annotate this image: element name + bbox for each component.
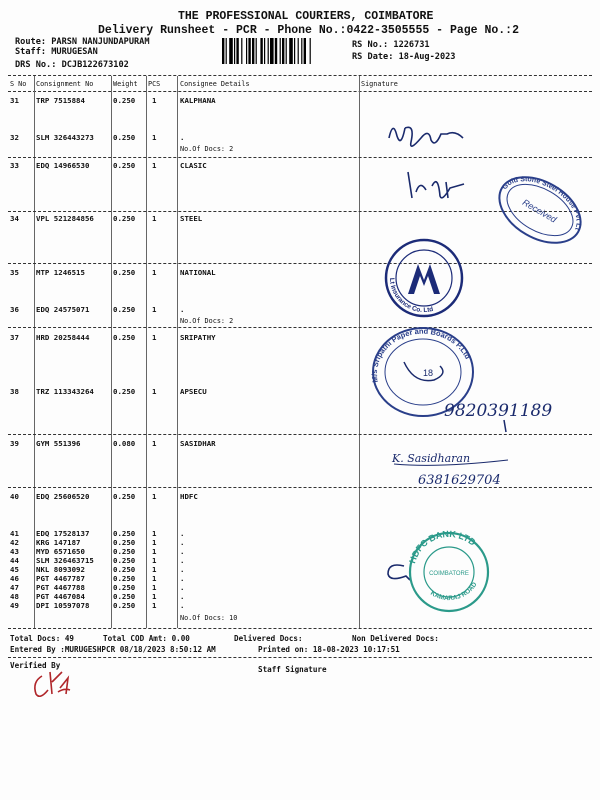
sasidhar-name: K. Sasidharan xyxy=(392,452,471,465)
verified-by-label: Verified By xyxy=(10,661,61,670)
row-weight: 0.250 xyxy=(113,565,136,574)
row-consignee: APSECU xyxy=(180,387,207,396)
row-consignment-no: EDQ 24575071 xyxy=(36,305,90,314)
stamp1-text: Gold Stone Steel House Pvt Ltd xyxy=(501,144,582,232)
row-weight: 0.250 xyxy=(113,556,136,565)
row-consignee: CLASIC xyxy=(180,161,207,170)
stamp4-center: COIMBATORE xyxy=(429,571,469,577)
row-sno: 37 xyxy=(10,333,19,342)
row-consignment-no: MTP 1246515 xyxy=(36,268,85,277)
staff-label: Staff: MURUGESAN xyxy=(15,47,98,57)
row-weight: 0.250 xyxy=(113,547,136,556)
row-sno: 44 xyxy=(10,556,19,565)
stamp3-text: M/s Sripathi Paper and Boards P.Ltd xyxy=(369,326,473,384)
row-weight: 0.080 xyxy=(113,439,136,448)
stamp4-text: HDFC BANK LTD xyxy=(407,528,478,565)
svg-text:KAMARAJ ROAD xyxy=(429,581,479,602)
row-sno: 38 xyxy=(10,387,19,396)
non-delivered-docs: Non Delivered Docs: xyxy=(352,634,439,643)
row-weight: 0.250 xyxy=(113,574,136,583)
row-sno: 33 xyxy=(10,161,19,170)
drs-number: DRS No.: DCJB122673102 xyxy=(15,60,129,70)
phone-note-handwritten xyxy=(440,392,590,432)
row-consignment-no: TRZ 113343264 xyxy=(36,387,94,396)
total-cod: Total COD Amt: 0.00 xyxy=(103,634,190,643)
row-consignment-no: MYD 6571650 xyxy=(36,547,85,556)
row-sno: 46 xyxy=(10,574,19,583)
row-sno: 49 xyxy=(10,601,19,610)
row-sno: 34 xyxy=(10,214,19,223)
row-sno: 41 xyxy=(10,529,19,538)
row-consignment-no: GYM 551396 xyxy=(36,439,81,448)
col-header-consignee: Consignee Details xyxy=(180,80,250,88)
row-pcs: 1 xyxy=(152,565,157,574)
stamp3-date: 18 xyxy=(422,368,434,378)
phone-note: 9820391189 xyxy=(444,401,553,421)
barcode xyxy=(222,38,346,64)
row-sno: 43 xyxy=(10,547,19,556)
delivered-docs: Delivered Docs: xyxy=(234,634,303,643)
stamp1-center: Received xyxy=(520,197,559,225)
row-consignee: HDFC xyxy=(180,492,198,501)
row-consignee: NATIONAL xyxy=(180,268,216,277)
row-consignment-no: PGT 4467787 xyxy=(36,574,85,583)
row-pcs: 1 xyxy=(152,268,157,277)
row-doc-count: No.Of Docs: 2 xyxy=(180,145,234,153)
row-consignment-no: EDQ 17528137 xyxy=(36,529,90,538)
company-title: THE PROFESSIONAL COURIERS, COIMBATORE xyxy=(178,10,434,23)
row-weight: 0.250 xyxy=(113,529,136,538)
col-header-signature: Signature xyxy=(361,80,398,88)
printed-on: Printed on: 18-08-2023 10:17:51 xyxy=(258,645,400,654)
row-sno: 32 xyxy=(10,133,19,142)
row-weight: 0.250 xyxy=(113,492,136,501)
row-consignment-no: HRD 20258444 xyxy=(36,333,90,342)
col-header-pcs: PCS xyxy=(148,80,161,88)
row-consignee: . xyxy=(180,538,185,547)
row-consignee: KALPHANA xyxy=(180,96,216,105)
row-weight: 0.250 xyxy=(113,592,136,601)
col-header-sno: S No xyxy=(10,80,27,88)
row-weight: 0.250 xyxy=(113,96,136,105)
svg-text:HDFC BANK LTD xyxy=(407,529,478,565)
row-pcs: 1 xyxy=(152,592,157,601)
rs-date: RS Date: 18-Aug-2023 xyxy=(352,52,456,62)
row-consignment-no: VPL 521284856 xyxy=(36,214,94,223)
row-sno: 40 xyxy=(10,492,19,501)
verified-by-signature xyxy=(30,668,80,702)
row-weight: 0.250 xyxy=(113,387,136,396)
row-weight: 0.250 xyxy=(113,214,136,223)
route-label: Route: PARSN NANJUNDAPURAM xyxy=(15,37,150,47)
col-header-weight: Weight xyxy=(113,80,138,88)
row-consignment-no: KRG 147187 xyxy=(36,538,81,547)
row-pcs: 1 xyxy=(152,333,157,342)
row-consignee: . xyxy=(180,583,185,592)
row-sno: 48 xyxy=(10,592,19,601)
row-consignee: . xyxy=(180,305,185,314)
row-weight: 0.250 xyxy=(113,601,136,610)
row-consignment-no: SLM 326463715 xyxy=(36,556,94,565)
row-consignment-no: EDQ 25606520 xyxy=(36,492,90,501)
row-consignment-no: SLM 326443273 xyxy=(36,133,94,142)
row-doc-count: No.Of Docs: 2 xyxy=(180,317,234,325)
row-pcs: 1 xyxy=(152,161,157,170)
row-sno: 42 xyxy=(10,538,19,547)
row-consignee: . xyxy=(180,574,185,583)
row-pcs: 1 xyxy=(152,547,157,556)
stamp2-text: Lt Insurance Co. Ltd xyxy=(387,277,435,315)
row-weight: 0.250 xyxy=(113,333,136,342)
stamp4-sub: KAMARAJ ROAD xyxy=(429,581,479,603)
row-pcs: 1 xyxy=(152,538,157,547)
row-pcs: 1 xyxy=(152,583,157,592)
row-consignee: . xyxy=(180,592,185,601)
row-pcs: 1 xyxy=(152,96,157,105)
row-consignment-no: PGT 4467084 xyxy=(36,592,85,601)
stamp-insurance xyxy=(382,236,466,320)
stamp-hdfc-bank xyxy=(404,530,494,614)
row-consignee: . xyxy=(180,133,185,142)
row-consignee: STEEL xyxy=(180,214,203,223)
row-pcs: 1 xyxy=(152,492,157,501)
row-pcs: 1 xyxy=(152,574,157,583)
row-weight: 0.250 xyxy=(113,133,136,142)
row-consignment-no: TRP 7515884 xyxy=(36,96,85,105)
row-weight: 0.250 xyxy=(113,538,136,547)
staff-signature-label: Staff Signature xyxy=(258,665,327,674)
row-pcs: 1 xyxy=(152,133,157,142)
entered-by: Entered By :MURUGESHPCR 08/18/2023 8:50:12 AM xyxy=(10,645,216,654)
row-pcs: 1 xyxy=(152,387,157,396)
row-consignment-no: PGT 4467788 xyxy=(36,583,85,592)
row-consignment-no: NKL 8093092 xyxy=(36,565,85,574)
signature-kalphana xyxy=(385,108,475,156)
row-consignee: SASIDHAR xyxy=(180,439,216,448)
row-sno: 36 xyxy=(10,305,19,314)
col-header-consignment: Consignment No xyxy=(36,80,94,88)
row-consignee: . xyxy=(180,601,185,610)
row-pcs: 1 xyxy=(152,439,157,448)
rs-number: RS No.: 1226731 xyxy=(352,40,430,50)
row-weight: 0.250 xyxy=(113,268,136,277)
row-consignee: SRIPATHY xyxy=(180,333,216,342)
signature-clasic xyxy=(404,168,474,204)
row-pcs: 1 xyxy=(152,529,157,538)
total-docs: Total Docs: 49 xyxy=(10,634,75,643)
row-sno: 47 xyxy=(10,583,19,592)
row-sno: 31 xyxy=(10,96,19,105)
row-doc-count: No.Of Docs: 10 xyxy=(180,614,238,622)
stamp-steel-house xyxy=(490,144,590,250)
row-consignee: . xyxy=(180,565,185,574)
row-weight: 0.250 xyxy=(113,305,136,314)
row-consignee: . xyxy=(180,529,185,538)
runsheet-subtitle: Delivery Runsheet - PCR - Phone No.:0422-3505555 - Page No.:2 xyxy=(98,24,519,37)
row-sno: 45 xyxy=(10,565,19,574)
row-weight: 0.250 xyxy=(113,161,136,170)
row-pcs: 1 xyxy=(152,556,157,565)
row-consignment-no: EDQ 14966530 xyxy=(36,161,90,170)
row-sno: 39 xyxy=(10,439,19,448)
row-weight: 0.250 xyxy=(113,583,136,592)
row-consignee: . xyxy=(180,547,185,556)
row-pcs: 1 xyxy=(152,305,157,314)
row-consignment-no: DPI 10597078 xyxy=(36,601,90,610)
row-pcs: 1 xyxy=(152,214,157,223)
row-pcs: 1 xyxy=(152,601,157,610)
row-consignee: . xyxy=(180,556,185,565)
signature-sasidhar xyxy=(388,444,538,490)
sasidhar-phone: 6381629704 xyxy=(418,473,501,488)
row-sno: 35 xyxy=(10,268,19,277)
